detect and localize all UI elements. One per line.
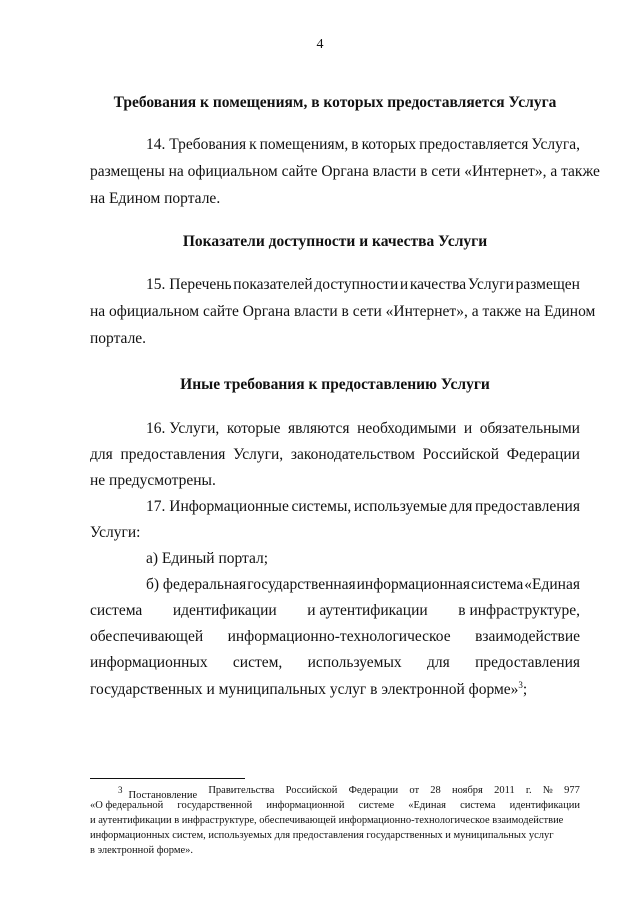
word: предоставления xyxy=(120,446,226,463)
word: Российской xyxy=(422,446,500,463)
list-item-b-line-1 xyxy=(146,576,580,594)
word: которые xyxy=(226,420,281,437)
word: 16. Услуги, xyxy=(146,420,220,437)
section-heading-other-requirements: Иные требования к предоставлению Услуги xyxy=(180,376,490,393)
paragraph-15-line-3: портале. xyxy=(90,330,147,347)
word: Правительства xyxy=(208,785,275,796)
word: для xyxy=(426,654,450,671)
word: для xyxy=(90,446,113,463)
word: система xyxy=(90,602,143,619)
footnote-marker: 3 xyxy=(118,785,123,795)
word-text: Постановление xyxy=(128,789,198,801)
list-item-b-line-5 xyxy=(90,680,527,699)
list-item-b-line-3 xyxy=(90,628,580,646)
word: обеспечивающей xyxy=(90,628,204,645)
list-item-a: а) Единый портал; xyxy=(146,550,269,567)
word: «Единая xyxy=(524,576,580,593)
word: взаимодействие xyxy=(475,628,580,645)
word: в xyxy=(351,136,359,153)
word: 14. Требования xyxy=(146,136,247,153)
list-item-b-line-2 xyxy=(90,602,580,620)
word: предоставления xyxy=(475,654,580,671)
paragraph-16-line-2 xyxy=(90,446,580,464)
word: г. xyxy=(525,785,532,796)
word: Услуги xyxy=(467,276,514,293)
word: и аутентификации xyxy=(307,602,428,619)
footnote-line-5: в электронной форме». xyxy=(90,845,194,856)
word: Российской xyxy=(285,785,338,796)
paragraph-17-line-2: Услуги: xyxy=(90,524,141,541)
word: «О федеральной xyxy=(90,800,164,811)
word: 977 xyxy=(564,785,580,796)
footnote-line-4: информационных систем, используемых для предоставления государственных и муниципальных услуг xyxy=(90,830,554,841)
word: размещен xyxy=(515,276,580,293)
section-heading-premises: Требования к помещениям, в которых предоставляется Услуга xyxy=(113,94,557,111)
word: являются xyxy=(288,420,350,437)
paragraph-14-line-3: на Едином портале. xyxy=(90,190,221,207)
paragraph-16-line-1 xyxy=(146,420,580,438)
word: которых xyxy=(361,136,417,153)
footnote-line-1 xyxy=(118,785,580,801)
word: информационных xyxy=(90,654,208,671)
section-heading-accessibility: Показатели доступности и качества Услуги xyxy=(182,233,488,250)
word: 2011 xyxy=(494,785,515,796)
list-item-b-line-5-text: государственных и муниципальных услуг в электронной форме» xyxy=(90,681,519,699)
word: используемые xyxy=(353,498,448,515)
word: от xyxy=(409,785,420,796)
word: государственной xyxy=(177,800,253,811)
word: системе xyxy=(358,800,395,811)
word: информационная xyxy=(356,576,471,593)
word: систем, xyxy=(232,654,283,671)
footnote-line-3: и аутентификации в инфраструктуре, обеспечивающей информационно-технологическое взаимодействие xyxy=(90,815,564,826)
word: № xyxy=(542,785,553,796)
word: помещениям, xyxy=(259,136,349,153)
page-number: 4 xyxy=(316,37,324,52)
word: государственная xyxy=(247,576,356,593)
word: система xyxy=(460,800,496,811)
word: Услуги, xyxy=(233,446,284,463)
word: 17. Информационные xyxy=(146,498,289,515)
word: и xyxy=(399,276,409,293)
word: для xyxy=(449,498,473,515)
word: 15. Перечень xyxy=(146,276,232,293)
word: в инфраструктуре, xyxy=(458,602,580,619)
list-item-b-line-4 xyxy=(90,654,580,672)
word: необходимыми xyxy=(357,420,457,437)
paragraph-14-line-1 xyxy=(146,136,580,154)
word: идентификации xyxy=(509,800,580,811)
word: идентификации xyxy=(172,602,277,619)
word: система xyxy=(471,576,524,593)
word: Федерации xyxy=(348,785,399,796)
word: обязательными xyxy=(479,420,580,437)
word: доступности xyxy=(314,276,399,293)
word: системы, xyxy=(291,498,352,515)
word: используемых xyxy=(307,654,402,671)
word: законодательством xyxy=(290,446,415,463)
paragraph-17-line-1 xyxy=(146,498,580,516)
footnote-divider xyxy=(90,778,245,779)
word: Федерации xyxy=(506,446,580,463)
paragraph-15-line-1 xyxy=(146,276,580,294)
word: Услуга, xyxy=(531,136,580,153)
word: информационно-технологическое xyxy=(227,628,451,645)
word: качества xyxy=(409,276,467,293)
word: предоставления xyxy=(475,498,580,515)
paragraph-15-line-2: на официальном сайте Органа власти в сети «Интернет», а также на Едином xyxy=(90,303,596,320)
word xyxy=(118,785,197,801)
word: информационной xyxy=(266,800,345,811)
word: к xyxy=(249,136,257,153)
footnote-reference[interactable]: 3 xyxy=(518,680,523,690)
list-item-b-line-5-end: ; xyxy=(522,681,528,699)
word: б) федеральная xyxy=(146,576,247,593)
footnote-line-2 xyxy=(90,800,580,811)
paragraph-14-line-2: размещены на официальном сайте Органа власти в сети «Интернет», а также xyxy=(90,163,600,180)
word: предоставляется xyxy=(419,136,529,153)
word: показателей xyxy=(233,276,313,293)
word: и xyxy=(463,420,473,437)
word: «Единая xyxy=(408,800,446,811)
word: 28 xyxy=(430,785,441,796)
paragraph-16-line-3: не предусмотрены. xyxy=(90,472,216,489)
word: ноября xyxy=(451,785,483,796)
